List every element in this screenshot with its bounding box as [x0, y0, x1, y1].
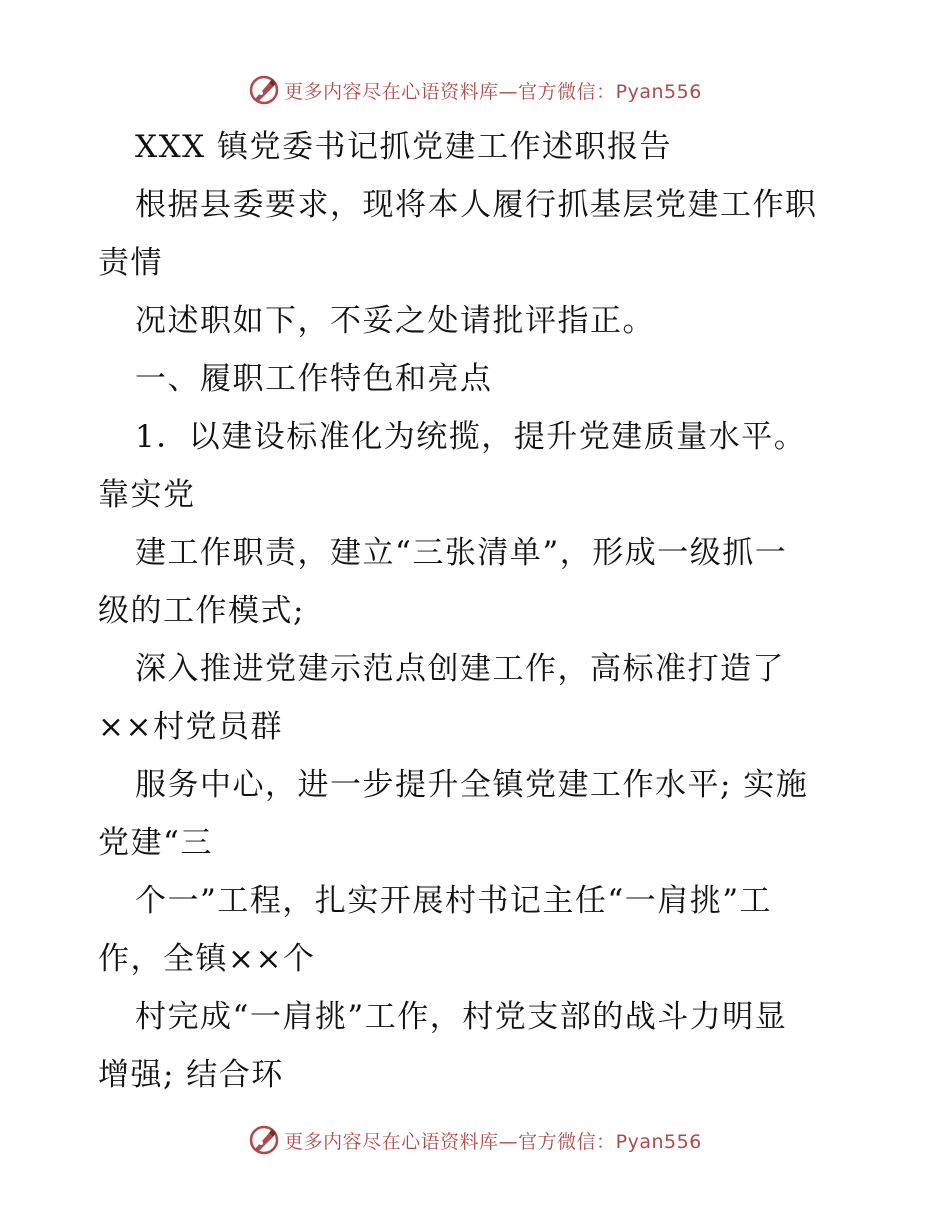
text-line: ××村党员群	[98, 709, 283, 745]
footer-watermark-banner	[0, 1120, 950, 1160]
header-watermark-banner	[0, 70, 950, 110]
pen-logo-icon	[248, 74, 280, 106]
text-line: 个一”工程，扎实开展村书记主任“一肩挑”工	[135, 883, 773, 919]
text-line: 靠实党	[98, 477, 196, 513]
text-line: 一、履职工作特色和亮点	[135, 361, 493, 397]
text-line: 深入推进党建示范点创建工作，高标准打造了	[135, 651, 785, 687]
text-line: 作，全镇××个	[98, 941, 316, 977]
text-line: 村完成“一肩挑”工作，村党支部的战斗力明显	[135, 999, 788, 1035]
text-line: 根据县委要求，现将本人履行抓基层党建工作职	[135, 187, 818, 223]
watermark-text: 更多内容尽在心语资料库—官方微信：Pyan556	[284, 80, 702, 103]
watermark-text: 更多内容尽在心语资料库—官方微信：Pyan556	[284, 1130, 702, 1153]
text-line: 况述职如下，不妥之处请批评指正。	[135, 303, 655, 339]
text-line: XXX 镇党委书记抓党建工作述职报告	[135, 129, 673, 165]
text-line: 增强; 结合环	[98, 1057, 284, 1093]
pen-logo-icon	[248, 1124, 280, 1156]
text-line: 党建“三	[98, 825, 213, 861]
text-line: 建工作职责，建立“三张清单”，形成一级抓一	[135, 535, 788, 571]
document-body	[98, 118, 858, 1104]
text-line: 责情	[98, 245, 163, 281]
text-line: 服务中心，进一步提升全镇党建工作水平; 实施	[135, 767, 809, 803]
text-line: 1．以建设标准化为统揽，提升党建质量水平。	[135, 419, 807, 455]
text-line: 级的工作模式;	[98, 593, 305, 629]
